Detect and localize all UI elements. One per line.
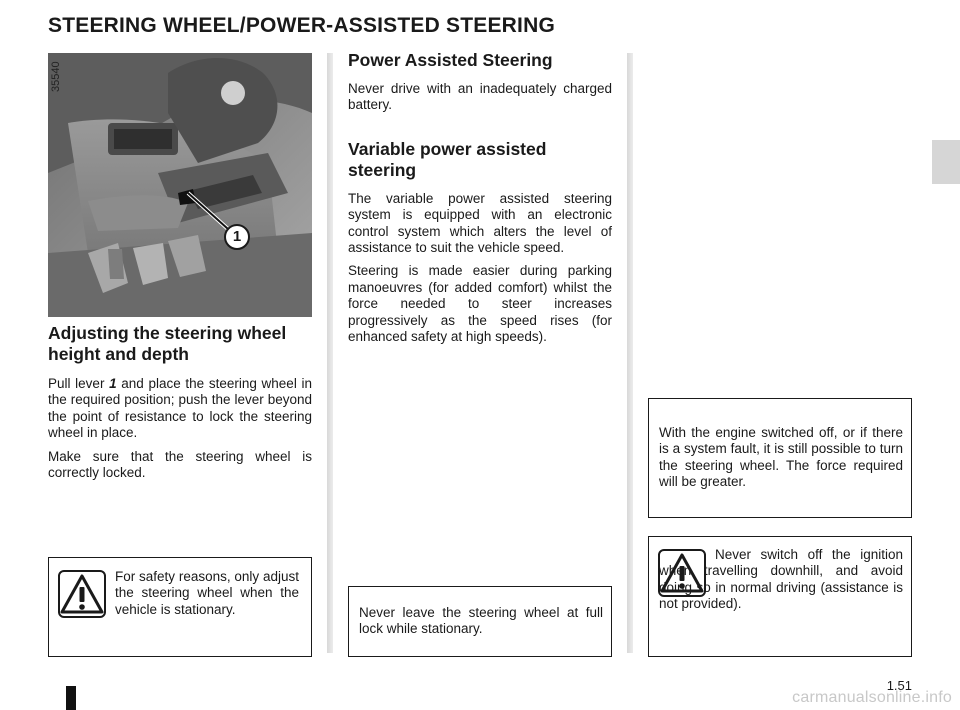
page-title: STEERING WHEEL/POWER-ASSISTED STEERING: [48, 14, 555, 37]
page-number: 1.51: [886, 678, 912, 693]
note-box-middle: [348, 586, 612, 657]
note-box-right: [648, 398, 912, 518]
paragraph-pull-lever-suffix: and place the steering wheel in the required position; push the lever beyond the point of resistance to lock the steering wheel in place.: [48, 376, 312, 441]
steering-column-photo: [48, 53, 312, 317]
page-edge-marker: [66, 686, 76, 710]
paragraph-variable-system: The variable power assisted steering system is equipped with an electronic control system which alters the level of assistance to suit the vehicle speed.: [348, 190, 612, 256]
photo-reference-number: 35540: [50, 61, 62, 92]
middle-section: [348, 50, 612, 345]
column-divider-left: [327, 53, 333, 653]
heading-steering-adjust: Adjusting the steering wheel height and depth: [48, 323, 287, 364]
warning-triangle-icon: [58, 570, 106, 618]
callout-lever-1: 1: [224, 224, 250, 250]
paragraph-pull-lever-prefix: Pull lever: [48, 376, 110, 391]
warning-box-right: [648, 536, 912, 657]
warning-box-left: [48, 557, 312, 657]
paragraph-parking: Steering is made easier during parking manoeuvres (for added comfort) whilst the force needed to steer increases progressively as the speed rises (for enhanced safety at high speeds).: [348, 263, 612, 345]
paragraph-battery: Never drive with an inadequately charged battery.: [348, 81, 612, 113]
column-divider-right: [627, 53, 633, 653]
site-watermark: carmanualsonline.info: [792, 689, 952, 706]
left-section: [48, 323, 312, 481]
dashboard-illustration: [48, 53, 312, 317]
paragraph-pull-lever: [48, 376, 312, 442]
heading-power-steering: Power Assisted Steering: [348, 50, 553, 70]
warning-text-right: Never switch off the ignition when travelling downhill, and avoid doing so in normal driving (assistance is not provided).: [659, 547, 903, 612]
paragraph-check-locked: Make sure that the steering wheel is correctly locked.: [48, 448, 312, 481]
note-text-middle: Never leave the steering wheel at full lock while stationary.: [359, 605, 603, 637]
lever-reference: 1: [109, 376, 117, 391]
note-text-right: With the engine switched off, or if there is a system fault, it is still possible to turn the steering wheel. The force required will be greater.: [659, 425, 903, 490]
heading-variable-steering: Variable power assisted steering: [348, 138, 547, 180]
chapter-tab: [932, 140, 960, 184]
warning-text-left: For safety reasons, only adjust the steering wheel when the vehicle is stationary.: [115, 569, 299, 617]
